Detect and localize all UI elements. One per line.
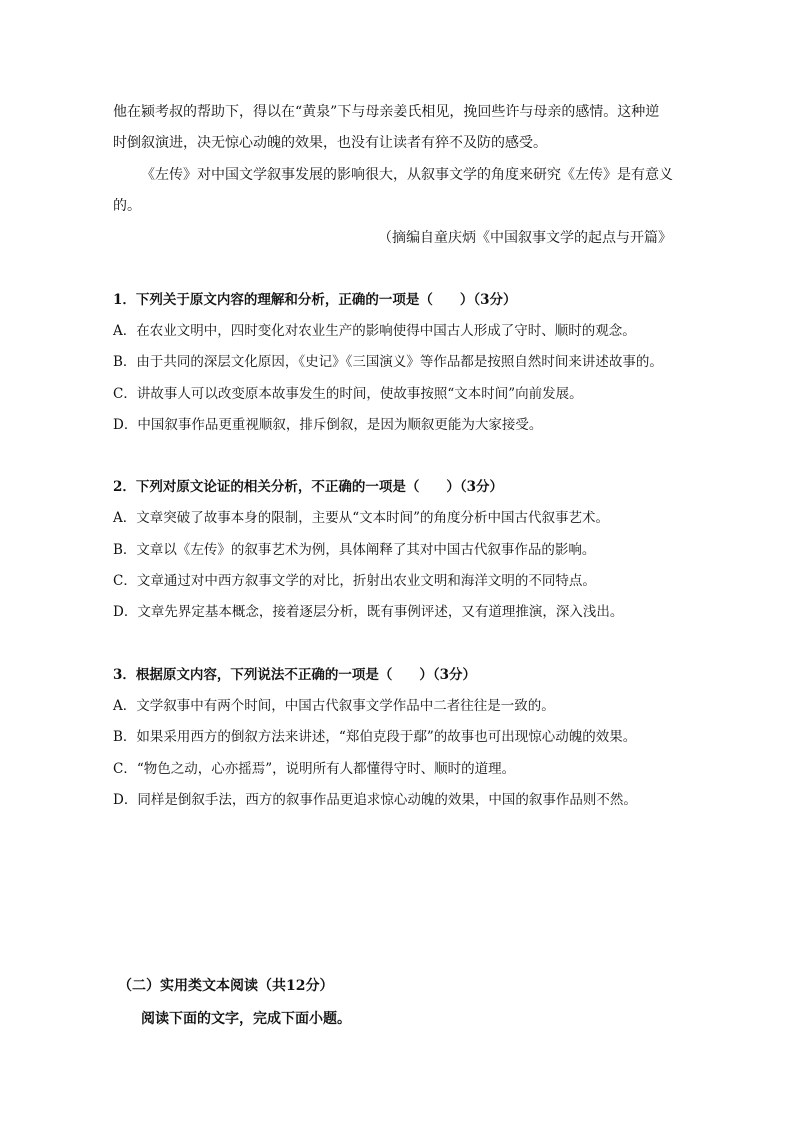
question-title: 2．下列对原文论证的相关分析，不正确的一项是（ ）（3分） [113,479,504,495]
option-a: A．文学叙事中有两个时间，中国古代叙事文学作品中二者往往是一致的。 [113,698,555,714]
passage-line: 他在颍考叔的帮助下，得以在“黄泉”下与母亲姜氏相见，挽回些许与母亲的感情。这种逆 [113,104,660,120]
option-a: A．文章突破了故事本身的限制，主要从“文本时间”的角度分析中国古代叙事艺术。 [113,510,610,526]
option-d: D．同样是倒叙手法，西方的叙事作品更追求惊心动魄的效果，中国的叙事作品则不然。 [113,792,637,808]
option-a: A．在农业文明中，四时变化对农业生产的影响使得中国古人形成了守时、顺时的观念。 [113,323,636,339]
option-c: C．文章通过对中西方叙事文学的对比，折射出农业文明和海洋文明的不同特点。 [113,573,596,589]
option-b: B．如果采用西方的倒叙方法来讲述，“郑伯克段于鄢”的故事也可出现惊心动魄的效果。 [113,729,637,745]
option-d: D．文章先界定基本概念，接着逐层分析，既有事例评述，又有道理推演，深入浅出。 [113,604,624,620]
section-title: （二）实用类文本阅读（共12分） [118,978,334,994]
option-b: B．由于共同的深层文化原因，《史记》《三国演义》等作品都是按照自然时间来讲述故事的。 [113,354,663,370]
question-title: 1．下列关于原文内容的理解和分析，正确的一项是（ ）（3分） [113,292,517,308]
option-b: B．文章以《左传》的叙事艺术为例，具体阐释了其对中国古代叙事作品的影响。 [113,542,596,558]
question-title: 3．根据原文内容，下列说法不正确的一项是（ ）（3分） [113,667,477,683]
passage-source: （摘编自童庆炳《中国叙事文学的起点与开篇》 [378,230,672,246]
passage-line: 《左传》对中国文学叙事发展的影响很大，从叙事文学的角度来研究《左传》是有意义 [141,167,673,183]
section-intro: 阅读下面的文字，完成下面小题。 [141,1011,351,1027]
passage-line: 时倒叙演进，决无惊心动魄的效果，也没有让读者有猝不及防的感受。 [113,135,547,151]
passage-line: 的。 [113,198,141,214]
option-d: D．中国叙事作品更重视顺叙，排斥倒叙，是因为顺叙更能为大家接受。 [113,417,543,433]
option-c: C．讲故事人可以改变原本故事发生的时间，使故事按照“文本时间”向前发展。 [113,386,583,402]
option-c: C．“物色之动，心亦摇焉”，说明所有人都懂得守时、顺时的道理。 [113,761,516,777]
